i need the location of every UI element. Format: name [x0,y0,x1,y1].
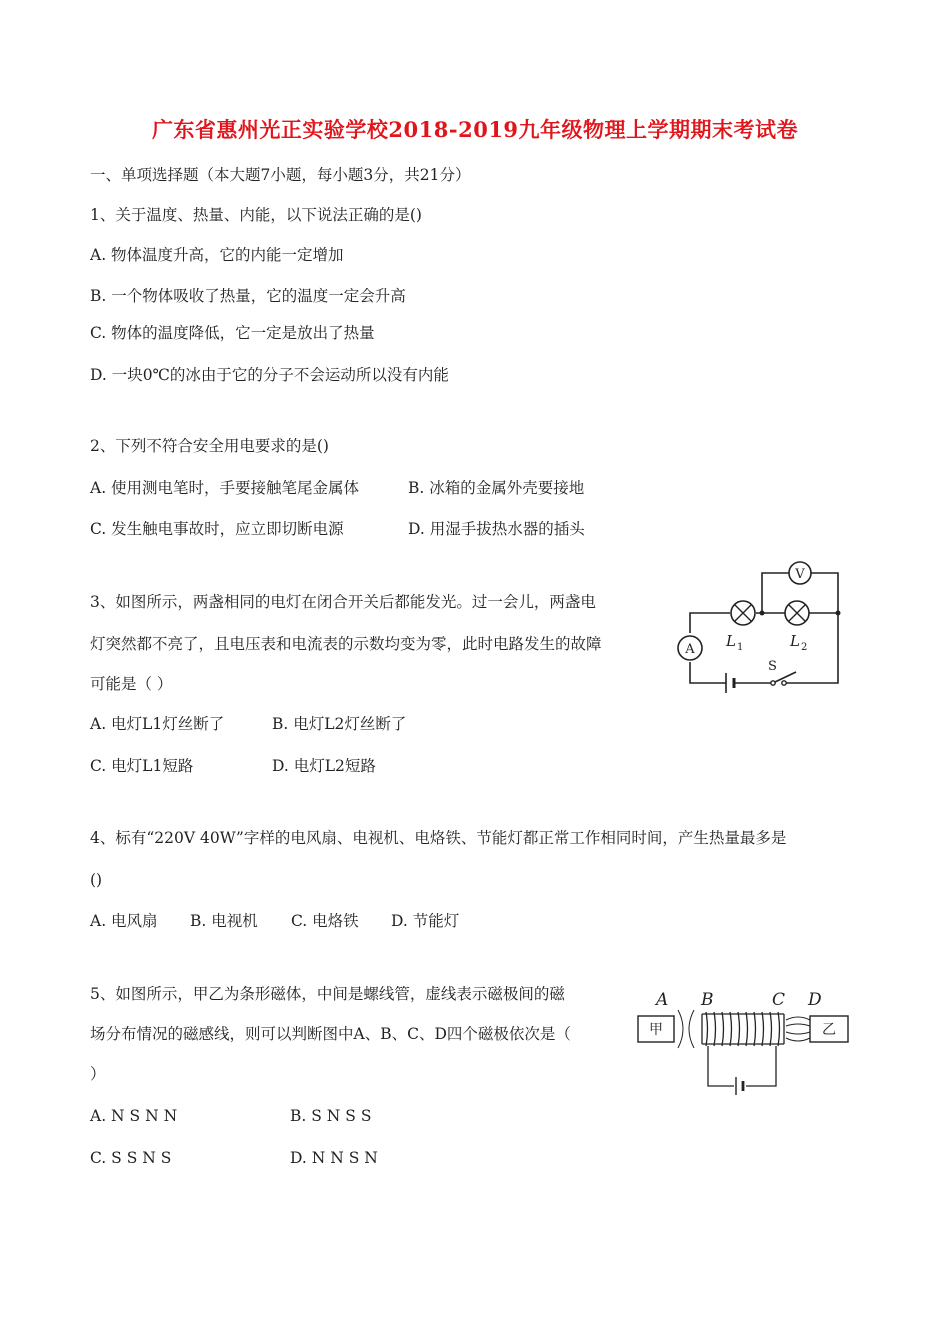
question-3-stem-line-1: 3、如图所示，两盏相同的电灯在闭合开关后都能发光。过一会儿，两盏电 [90,593,596,611]
question-1-option-c: C. 物体的温度降低，它一定是放出了热量 [90,324,375,342]
question-3-option-d: D. 电灯L2短路 [272,757,376,775]
question-3-option-c: C. 电灯L1短路 [90,757,194,775]
question-3-stem-line-3: 可能是（ ） [90,675,173,693]
magnet-yi-label: 乙 [822,1022,836,1038]
question-5-stem-line-1: 5、如图所示，甲乙为条形磁体，中间是螺线管，虚线表示磁极间的磁 [90,985,565,1003]
ammeter-label: A [685,642,695,657]
battery-icon [736,1077,743,1095]
lamp-2-label: L [790,632,800,650]
question-3-option-b: B. 电灯L2灯丝断了 [272,715,407,733]
question-1-stem: 1、关于温度、热量、内能，以下说法正确的是() [90,206,422,224]
question-5-option-d: D. N N S N [290,1149,378,1167]
question-3-stem-line-2: 灯突然都不亮了，且电压表和电流表的示数均变为零，此时电路发生的故障 [90,635,602,653]
lamp-1-subscript: 1 [737,642,744,653]
question-3-option-a: A. 电灯L1灯丝断了 [90,715,225,733]
section-heading: 一、单项选择题（本大题7小题，每小题3分，共21分） [90,166,471,184]
pole-a-label: A [656,990,669,1010]
question-5-option-c: C. S S N S [90,1149,172,1167]
question-4-stem-line-1: 4、标有“220V 40W”字样的电风扇、电视机、电烙铁、节能灯都正常工作相同时间，产生热量最多是 [90,829,787,847]
question-1-option-a: A. 物体温度升高，它的内能一定增加 [90,246,344,264]
lamp-2-icon [785,601,809,625]
ammeter-icon [678,636,702,660]
question-4-option-a: A. 电风扇 [90,912,158,930]
question-2-option-d: D. 用湿手拔热水器的插头 [408,520,585,538]
lamp-2-subscript: 2 [801,642,808,653]
question-4-option-c: C. 电烙铁 [291,912,359,930]
battery-icon [726,673,734,693]
lamp-1-label: L [726,632,736,650]
magnet-jia [638,1016,674,1042]
question-2-option-c: C. 发生触电事故时，应立即切断电源 [90,520,344,538]
question-2-option-a: A. 使用测电笔时，手要接触笔尾金属体 [90,479,360,497]
question-4-stem-line-2: () [90,871,103,889]
question-5-option-b: B. S N S S [290,1107,372,1125]
pole-d-label: D [808,990,822,1010]
pole-b-label: B [701,990,714,1010]
question-2-stem: 2、下列不符合安全用电要求的是() [90,437,329,455]
solenoid-magnet-diagram [636,986,850,1096]
circuit-diagram [670,558,850,693]
voltmeter-icon [789,562,811,584]
question-4-option-b: B. 电视机 [190,912,258,930]
magnet-jia-label: 甲 [649,1022,663,1038]
voltmeter-label: V [795,567,805,582]
question-4-option-d: D. 节能灯 [391,912,460,930]
pole-c-label: C [772,990,786,1010]
switch-label: S [768,659,777,674]
question-5-stem-line-2: 场分布情况的磁感线，则可以判断图中A、B、C、D四个磁极依次是（ [90,1025,571,1043]
magnet-yi [810,1016,848,1042]
question-1-option-d: D. 一块0℃的冰由于它的分子不会运动所以没有内能 [90,366,449,384]
solenoid-coil-icon [702,1012,784,1046]
lamp-1-icon [731,601,755,625]
document-title: 广东省惠州光正实验学校2018-2019九年级物理上学期期末考试卷 [151,117,799,142]
question-1-option-b: B. 一个物体吸收了热量，它的温度一定会升高 [90,287,406,305]
question-2-option-b: B. 冰箱的金属外壳要接地 [408,479,585,497]
question-5-stem-line-3: ） [90,1065,106,1083]
question-5-option-a: A. N S N N [90,1107,178,1125]
